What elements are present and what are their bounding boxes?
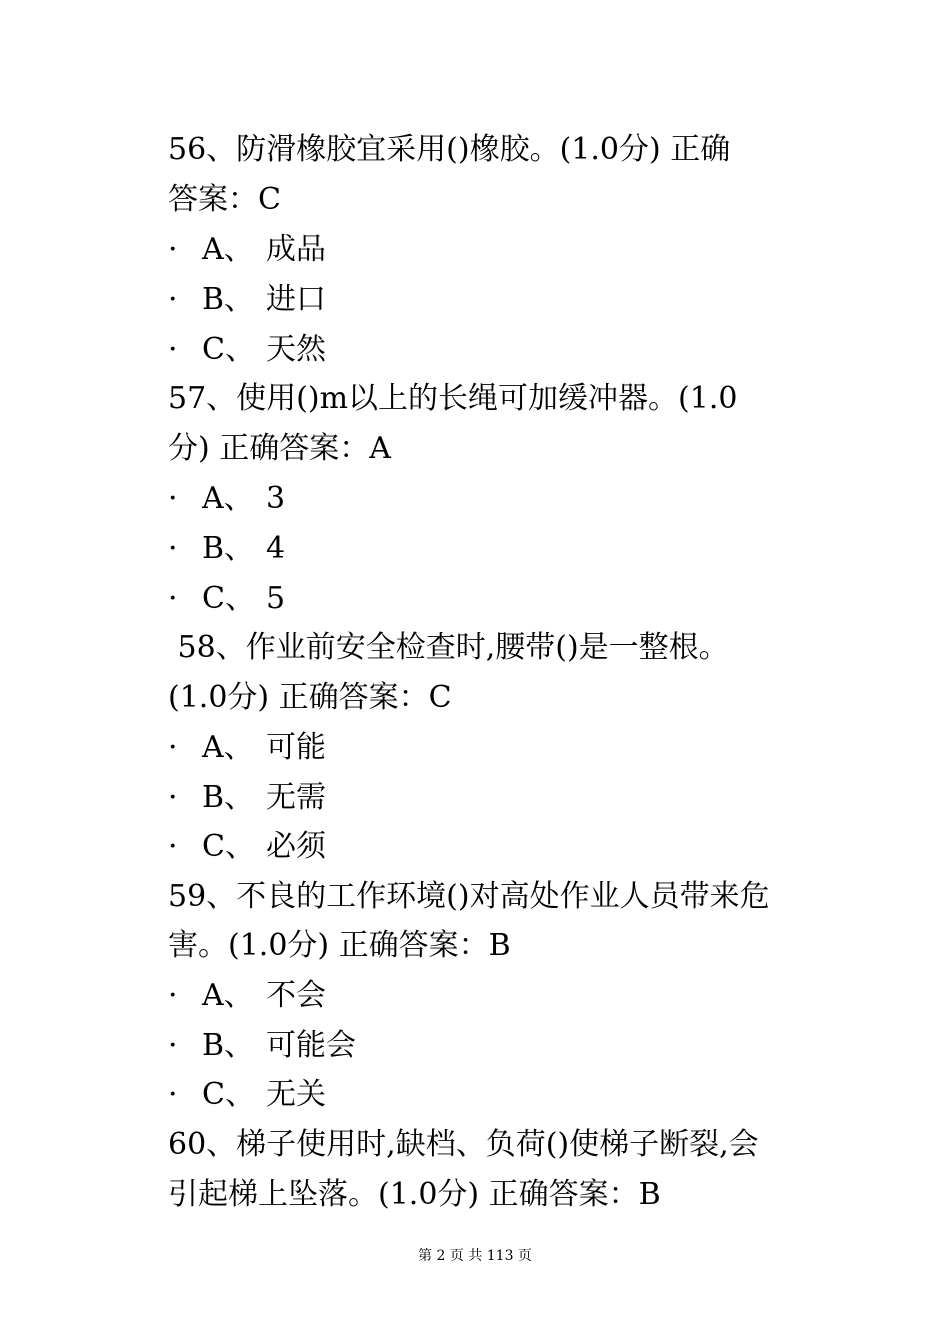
question-58-text: 58、作业前安全检查时,腰带()是一整根。 [168, 630, 729, 665]
bullet-icon: · [168, 481, 178, 516]
option-label: B、 [202, 531, 255, 566]
option-item [168, 524, 818, 574]
option-text: 无需 [266, 780, 326, 815]
option-item [168, 325, 818, 375]
option-label: C、 [202, 829, 255, 864]
option-label: B、 [202, 1028, 255, 1063]
bullet-icon: · [168, 531, 178, 566]
option-item [168, 275, 818, 325]
option-item [168, 1070, 818, 1120]
option-item [168, 971, 818, 1021]
option-label: B、 [202, 780, 255, 815]
option-text: 必须 [266, 829, 326, 864]
option-text: 5 [266, 581, 286, 616]
bullet-icon: · [168, 332, 178, 367]
bullet-icon: · [168, 829, 178, 864]
option-item [168, 822, 818, 872]
option-label: C、 [202, 1077, 255, 1112]
option-item [168, 474, 818, 524]
bullet-icon: · [168, 1028, 178, 1063]
question-56-answer: 答案：C [168, 182, 281, 217]
question-60-text: 60、梯子使用时,缺档、负荷()使梯子断裂,会 [168, 1127, 759, 1162]
option-label: A、 [202, 481, 254, 516]
bullet-icon: · [168, 780, 178, 815]
option-text: 进口 [266, 282, 326, 317]
bullet-icon: · [168, 581, 178, 616]
question-57-answer: 分) 正确答案：A [168, 431, 391, 466]
option-text: 可能 [266, 730, 326, 765]
option-item [168, 773, 818, 823]
option-text: 3 [266, 481, 286, 516]
option-label: C、 [202, 581, 255, 616]
option-label: A、 [202, 730, 254, 765]
option-item [168, 225, 818, 275]
question-57-text: 57、使用()m以上的长绳可加缓冲器。(1.0 [168, 381, 738, 416]
question-60-answer: 引起梯上坠落。(1.0分) 正确答案：B [168, 1177, 661, 1212]
option-text: 不会 [266, 978, 326, 1013]
option-item [168, 1021, 818, 1071]
bullet-icon: · [168, 978, 178, 1013]
bullet-icon: · [168, 730, 178, 765]
option-label: A、 [202, 232, 254, 267]
question-56-text: 56、防滑橡胶宜采用()橡胶。(1.0分) 正确 [168, 132, 731, 167]
question-59-text: 59、不良的工作环境()对高处作业人员带来危 [168, 879, 770, 914]
option-text: 无关 [266, 1077, 326, 1112]
option-label: C、 [202, 332, 255, 367]
option-item [168, 574, 818, 624]
bullet-icon: · [168, 282, 178, 317]
bullet-icon: · [168, 1077, 178, 1112]
question-58-answer: (1.0分) 正确答案：C [168, 680, 452, 715]
option-text: 成品 [266, 232, 326, 267]
option-label: A、 [202, 978, 254, 1013]
question-59-answer: 害。(1.0分) 正确答案：B [168, 928, 511, 963]
bullet-icon: · [168, 232, 178, 267]
option-label: B、 [202, 282, 255, 317]
option-text: 4 [266, 531, 286, 566]
option-text: 可能会 [266, 1028, 356, 1063]
page-footer: 第 2 页 共 113 页 [418, 1248, 532, 1264]
option-text: 天然 [266, 332, 326, 367]
option-item [168, 723, 818, 773]
